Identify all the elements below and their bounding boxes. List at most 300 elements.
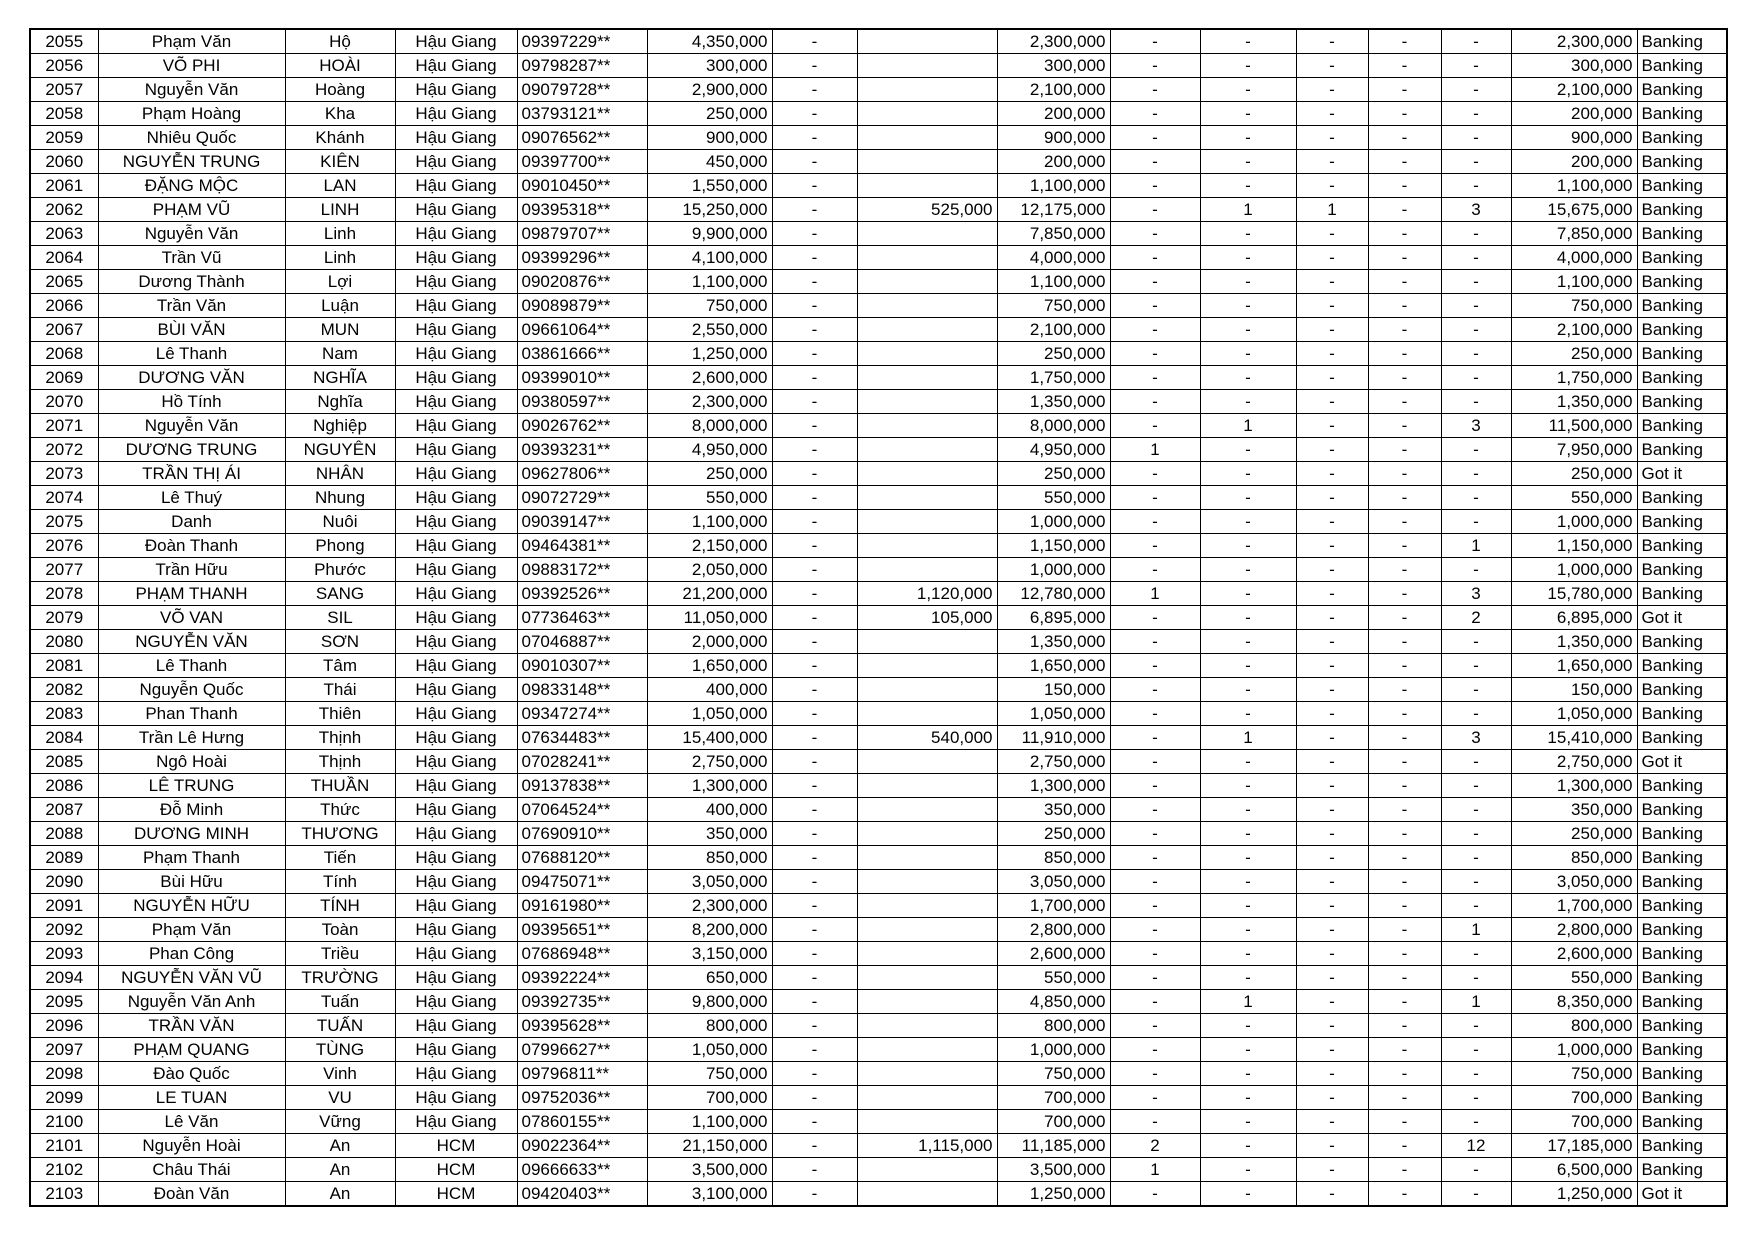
total-amount: 2,100,000 [1511,78,1637,102]
payment-method: Banking [1637,582,1727,606]
province: Hậu Giang [395,294,517,318]
table-row [30,702,1727,726]
last-middle-name: Phạm Văn [98,29,285,54]
amount: 850,000 [647,846,772,870]
last-middle-name: Đoàn Thanh [98,534,285,558]
paid-amount: 8,000,000 [997,414,1110,438]
count-1: 1 [1110,582,1200,606]
total-amount: 300,000 [1511,54,1637,78]
paid-amount: 1,350,000 [997,390,1110,414]
phone-number: 07860155** [517,1110,647,1134]
total-amount: 1,350,000 [1511,390,1637,414]
count-2: - [1200,102,1296,126]
count-3: - [1296,342,1368,366]
count-5: 1 [1441,918,1511,942]
extra-amount: 1,120,000 [857,582,997,606]
payment-method: Banking [1637,1038,1727,1062]
table-row [30,846,1727,870]
count-2: - [1200,246,1296,270]
count-2: - [1200,1086,1296,1110]
count-3: - [1296,150,1368,174]
province: Hậu Giang [395,582,517,606]
amount: 1,050,000 [647,702,772,726]
count-5: 3 [1441,726,1511,750]
row-number: 2078 [30,582,98,606]
count-2: - [1200,822,1296,846]
table-row [30,798,1727,822]
dash-cell: - [772,918,857,942]
count-4: - [1368,630,1441,654]
total-amount: 750,000 [1511,1062,1637,1086]
total-amount: 350,000 [1511,798,1637,822]
table-row [30,29,1727,54]
row-number: 2076 [30,534,98,558]
paid-amount: 1,000,000 [997,510,1110,534]
payment-method: Banking [1637,294,1727,318]
paid-amount: 2,800,000 [997,918,1110,942]
row-number: 2077 [30,558,98,582]
extra-amount [857,822,997,846]
count-5: - [1441,942,1511,966]
dash-cell: - [772,654,857,678]
table-row [30,534,1727,558]
phone-number: 09010450** [517,174,647,198]
count-1: - [1110,918,1200,942]
paid-amount: 850,000 [997,846,1110,870]
last-middle-name: PHẠM QUANG [98,1038,285,1062]
table-row [30,726,1727,750]
count-5: - [1441,630,1511,654]
payment-method: Banking [1637,318,1727,342]
province: Hậu Giang [395,558,517,582]
last-middle-name: Phạm Văn [98,918,285,942]
province: Hậu Giang [395,822,517,846]
count-1: - [1110,222,1200,246]
amount: 1,100,000 [647,270,772,294]
amount: 3,050,000 [647,870,772,894]
first-name: Nuôi [285,510,395,534]
count-4: - [1368,1134,1441,1158]
count-5: - [1441,342,1511,366]
last-middle-name: Trần Vũ [98,246,285,270]
last-middle-name: Lê Thanh [98,342,285,366]
last-middle-name: NGUYỄN VĂN VŨ [98,966,285,990]
count-4: - [1368,846,1441,870]
count-3: - [1296,918,1368,942]
table-row [30,366,1727,390]
table-row [30,822,1727,846]
count-3: - [1296,126,1368,150]
last-middle-name: Ngô Hoài [98,750,285,774]
extra-amount [857,78,997,102]
amount: 15,400,000 [647,726,772,750]
last-middle-name: Phạm Thanh [98,846,285,870]
row-number: 2088 [30,822,98,846]
province: Hậu Giang [395,774,517,798]
count-5: - [1441,318,1511,342]
phone-number: 09397700** [517,150,647,174]
phone-number: 09883172** [517,558,647,582]
paid-amount: 6,895,000 [997,606,1110,630]
total-amount: 1,350,000 [1511,630,1637,654]
count-3: - [1296,510,1368,534]
paid-amount: 700,000 [997,1086,1110,1110]
amount: 2,050,000 [647,558,772,582]
count-1: - [1110,54,1200,78]
payment-method: Banking [1637,342,1727,366]
payment-method: Banking [1637,1062,1727,1086]
count-3: - [1296,246,1368,270]
dash-cell: - [772,942,857,966]
row-number: 2072 [30,438,98,462]
dash-cell: - [772,390,857,414]
amount: 21,150,000 [647,1134,772,1158]
amount: 1,050,000 [647,1038,772,1062]
count-2: - [1200,1134,1296,1158]
total-amount: 1,250,000 [1511,1182,1637,1207]
count-2: - [1200,342,1296,366]
payment-method: Banking [1637,1086,1727,1110]
count-2: - [1200,846,1296,870]
count-3: - [1296,1182,1368,1207]
count-2: 1 [1200,198,1296,222]
phone-number: 09392224** [517,966,647,990]
payment-method: Banking [1637,1014,1727,1038]
province: Hậu Giang [395,366,517,390]
extra-amount [857,366,997,390]
count-4: - [1368,654,1441,678]
row-number: 2065 [30,270,98,294]
count-2: 1 [1200,726,1296,750]
dash-cell: - [772,1182,857,1207]
count-5: - [1441,654,1511,678]
paid-amount: 12,175,000 [997,198,1110,222]
province: HCM [395,1158,517,1182]
count-2: - [1200,126,1296,150]
count-2: - [1200,29,1296,54]
count-2: 1 [1200,990,1296,1014]
province: Hậu Giang [395,54,517,78]
amount: 2,300,000 [647,894,772,918]
count-4: - [1368,750,1441,774]
first-name: Thức [285,798,395,822]
phone-number: 03793121** [517,102,647,126]
table-row [30,78,1727,102]
province: Hậu Giang [395,894,517,918]
last-middle-name: Trần Lê Hưng [98,726,285,750]
count-2: - [1200,438,1296,462]
table-row [30,966,1727,990]
row-number: 2058 [30,102,98,126]
payment-method: Banking [1637,558,1727,582]
extra-amount [857,630,997,654]
table-row [30,1110,1727,1134]
extra-amount [857,654,997,678]
count-4: - [1368,486,1441,510]
count-4: - [1368,294,1441,318]
province: Hậu Giang [395,630,517,654]
phone-number: 07686948** [517,942,647,966]
table-row [30,486,1727,510]
count-3: - [1296,822,1368,846]
amount: 2,150,000 [647,534,772,558]
count-5: - [1441,822,1511,846]
count-1: - [1110,702,1200,726]
count-5: - [1441,1110,1511,1134]
count-5: - [1441,1062,1511,1086]
row-number: 2079 [30,606,98,630]
extra-amount [857,1110,997,1134]
count-4: - [1368,774,1441,798]
count-2: - [1200,534,1296,558]
count-1: - [1110,726,1200,750]
amount: 8,000,000 [647,414,772,438]
payment-method: Banking [1637,366,1727,390]
count-3: - [1296,678,1368,702]
extra-amount [857,966,997,990]
count-1: - [1110,606,1200,630]
count-5: - [1441,174,1511,198]
table-row [30,510,1727,534]
extra-amount [857,102,997,126]
paid-amount: 2,600,000 [997,942,1110,966]
payment-method: Banking [1637,630,1727,654]
table-row [30,630,1727,654]
payment-method: Banking [1637,78,1727,102]
amount: 3,150,000 [647,942,772,966]
table-row [30,894,1727,918]
last-middle-name: Trần Hữu [98,558,285,582]
extra-amount [857,870,997,894]
count-4: - [1368,1086,1441,1110]
count-4: - [1368,966,1441,990]
count-5: - [1441,126,1511,150]
total-amount: 7,850,000 [1511,222,1637,246]
amount: 900,000 [647,126,772,150]
count-2: 1 [1200,414,1296,438]
row-number: 2070 [30,390,98,414]
phone-number: 09397229** [517,29,647,54]
row-number: 2061 [30,174,98,198]
paid-amount: 4,850,000 [997,990,1110,1014]
count-2: - [1200,798,1296,822]
payment-method: Banking [1637,798,1727,822]
count-5: - [1441,1086,1511,1110]
row-number: 2069 [30,366,98,390]
row-number: 2095 [30,990,98,1014]
count-2: - [1200,318,1296,342]
paid-amount: 750,000 [997,1062,1110,1086]
count-5: 1 [1441,534,1511,558]
last-middle-name: Lê Thanh [98,654,285,678]
province: Hậu Giang [395,390,517,414]
payment-method: Banking [1637,126,1727,150]
row-number: 2096 [30,1014,98,1038]
first-name: Kha [285,102,395,126]
table-row [30,438,1727,462]
first-name: Toàn [285,918,395,942]
dash-cell: - [772,558,857,582]
row-number: 2099 [30,1086,98,1110]
count-3: 1 [1296,198,1368,222]
first-name: Thiên [285,702,395,726]
count-3: - [1296,606,1368,630]
total-amount: 200,000 [1511,150,1637,174]
province: Hậu Giang [395,654,517,678]
count-3: - [1296,894,1368,918]
payment-method: Banking [1637,54,1727,78]
count-1: - [1110,534,1200,558]
extra-amount [857,798,997,822]
first-name: THUẦN [285,774,395,798]
last-middle-name: TRẦN VĂN [98,1014,285,1038]
phone-number: 09661064** [517,318,647,342]
count-1: - [1110,894,1200,918]
count-4: - [1368,54,1441,78]
row-number: 2080 [30,630,98,654]
count-1: - [1110,966,1200,990]
first-name: HOÀI [285,54,395,78]
row-number: 2102 [30,1158,98,1182]
count-1: - [1110,78,1200,102]
last-middle-name: PHẠM VŨ [98,198,285,222]
dash-cell: - [772,414,857,438]
count-3: - [1296,270,1368,294]
first-name: Linh [285,246,395,270]
count-2: - [1200,894,1296,918]
paid-amount: 250,000 [997,462,1110,486]
count-3: - [1296,366,1368,390]
phone-number: 09026762** [517,414,647,438]
total-amount: 700,000 [1511,1110,1637,1134]
row-number: 2075 [30,510,98,534]
table-row [30,1038,1727,1062]
paid-amount: 7,850,000 [997,222,1110,246]
extra-amount [857,942,997,966]
extra-amount [857,222,997,246]
count-5: - [1441,390,1511,414]
count-1: - [1110,150,1200,174]
count-2: - [1200,1158,1296,1182]
first-name: Tuấn [285,990,395,1014]
amount: 9,800,000 [647,990,772,1014]
total-amount: 1,000,000 [1511,558,1637,582]
table-row [30,606,1727,630]
count-5: - [1441,246,1511,270]
count-2: - [1200,870,1296,894]
payment-method: Banking [1637,510,1727,534]
row-number: 2073 [30,462,98,486]
payment-method: Banking [1637,246,1727,270]
count-3: - [1296,534,1368,558]
row-number: 2085 [30,750,98,774]
dash-cell: - [772,510,857,534]
table-row [30,990,1727,1014]
dash-cell: - [772,678,857,702]
table-row [30,414,1727,438]
count-5: - [1441,294,1511,318]
extra-amount [857,894,997,918]
phone-number: 09022364** [517,1134,647,1158]
dash-cell: - [772,582,857,606]
first-name: Tâm [285,654,395,678]
count-1: - [1110,294,1200,318]
total-amount: 2,800,000 [1511,918,1637,942]
amount: 15,250,000 [647,198,772,222]
row-number: 2092 [30,918,98,942]
phone-number: 07064524** [517,798,647,822]
table-row [30,150,1727,174]
count-1: - [1110,1110,1200,1134]
count-2: - [1200,54,1296,78]
province: Hậu Giang [395,174,517,198]
first-name: An [285,1182,395,1207]
amount: 9,900,000 [647,222,772,246]
count-1: - [1110,1062,1200,1086]
total-amount: 3,050,000 [1511,870,1637,894]
count-1: - [1110,390,1200,414]
last-middle-name: PHẠM THANH [98,582,285,606]
extra-amount [857,774,997,798]
last-middle-name: NGUYỄN TRUNG [98,150,285,174]
dash-cell: - [772,318,857,342]
count-2: - [1200,918,1296,942]
dash-cell: - [772,1062,857,1086]
paid-amount: 550,000 [997,966,1110,990]
phone-number: 09089879** [517,294,647,318]
count-4: - [1368,414,1441,438]
amount: 8,200,000 [647,918,772,942]
count-3: - [1296,1158,1368,1182]
table-row [30,102,1727,126]
province: Hậu Giang [395,438,517,462]
first-name: Nhung [285,486,395,510]
last-middle-name: NGUYỄN VĂN [98,630,285,654]
count-1: - [1110,870,1200,894]
count-3: - [1296,78,1368,102]
last-middle-name: DƯƠNG VĂN [98,366,285,390]
table-row [30,678,1727,702]
total-amount: 850,000 [1511,846,1637,870]
table-row [30,558,1727,582]
count-3: - [1296,294,1368,318]
first-name: THƯƠNG [285,822,395,846]
extra-amount [857,54,997,78]
payment-method: Banking [1637,918,1727,942]
count-2: - [1200,1182,1296,1207]
count-4: - [1368,534,1441,558]
amount: 650,000 [647,966,772,990]
dash-cell: - [772,1158,857,1182]
count-3: - [1296,630,1368,654]
total-amount: 1,750,000 [1511,366,1637,390]
province: Hậu Giang [395,198,517,222]
last-middle-name: Đào Quốc [98,1062,285,1086]
table-row [30,342,1727,366]
last-middle-name: Nguyễn Quốc [98,678,285,702]
phone-number: 09020876** [517,270,647,294]
last-middle-name: Bùi Hữu [98,870,285,894]
table-row [30,1134,1727,1158]
total-amount: 11,500,000 [1511,414,1637,438]
count-1: - [1110,558,1200,582]
amount: 1,550,000 [647,174,772,198]
paid-amount: 11,910,000 [997,726,1110,750]
count-5: - [1441,870,1511,894]
extra-amount [857,390,997,414]
count-5: 3 [1441,414,1511,438]
payment-method: Banking [1637,654,1727,678]
